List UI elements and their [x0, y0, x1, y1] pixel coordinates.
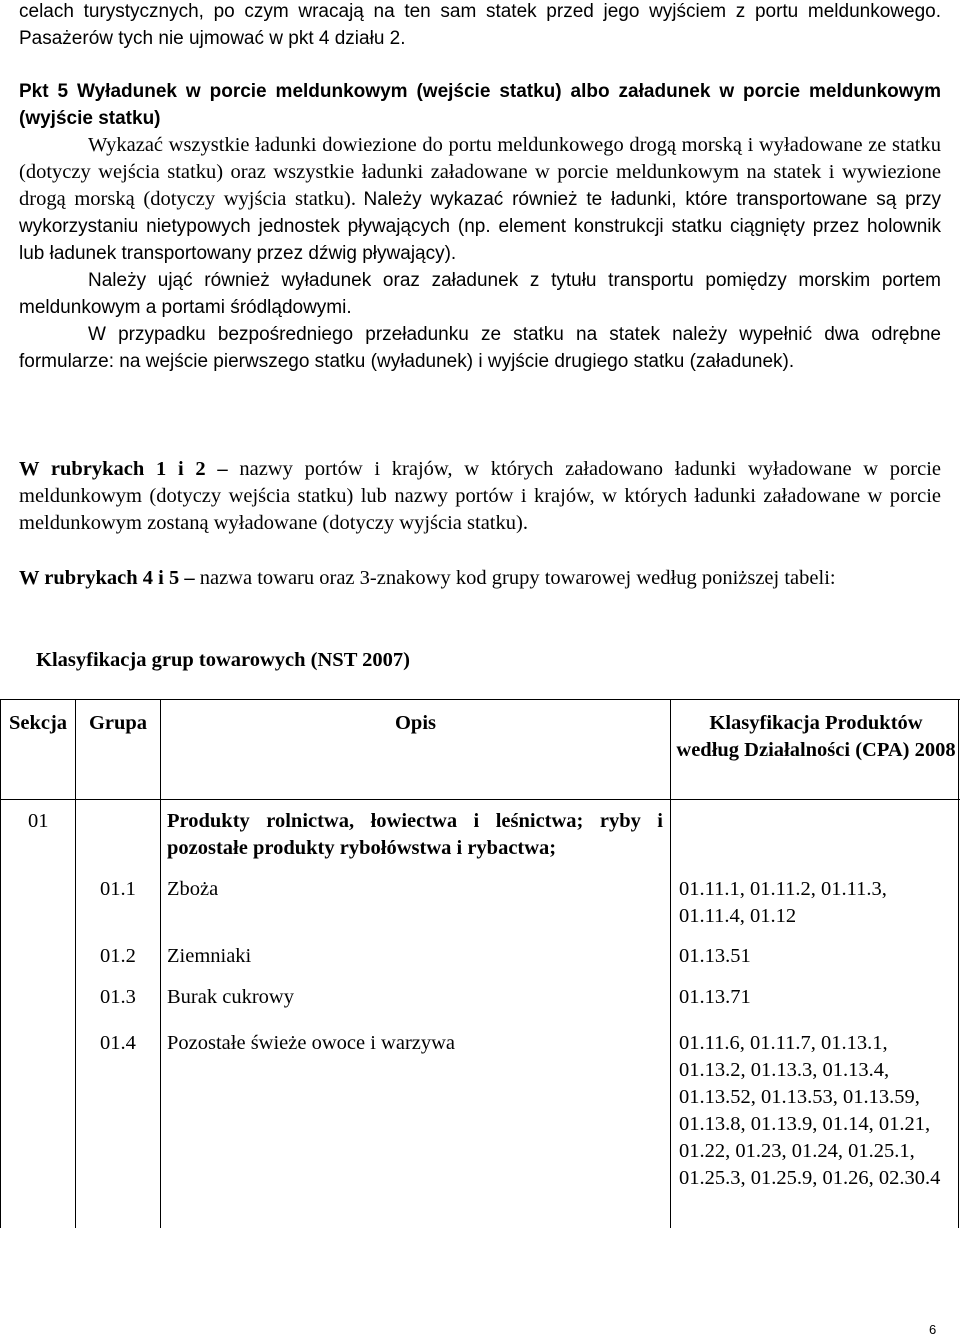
row-2-cpa: 01.13.51 — [679, 945, 751, 967]
row-1-opis: Zboża — [167, 878, 219, 900]
section-code: 01 — [28, 810, 49, 832]
pkt5-paragraph-2: Należy ująć również wyładunek oraz załadunek z tytułu transportu pomiędzy morskim portem meldunkowym a portami śródlądowymi. — [19, 270, 941, 318]
row-4-cpa: 01.11.6, 01.11.7, 01.13.1, 01.13.2, 01.13.3, 01.13.4, 01.13.52, 01.13.53, 01.13.59, 01.13.8, 01.13.9, 01.14, 01.21, 01.22, 01.23, 01.24, 01.25.1, 01.25.3, 01.25.9, 01.26, 02.30.4 — [679, 1032, 941, 1189]
rubryki-4-5-text: nazwa towaru oraz 3-znakowy kod grupy towarowej według poniższej tabeli: — [199, 567, 836, 589]
header-opis: Opis — [394, 712, 437, 734]
row-4-opis: Pozostałe świeże owoce i warzywa — [167, 1032, 456, 1054]
rubryki-4-5-lead: W rubrykach 4 i 5 – — [19, 567, 195, 589]
intro-paragraph — [19, 0, 941, 52]
col-divider-1 — [75, 700, 76, 1228]
table-header-border — [0, 799, 960, 800]
header-cpa: Klasyfikacja Produktów według Działalności (CPA) 2008 — [676, 712, 956, 761]
pkt5-section — [19, 78, 941, 375]
row-3-opis: Burak cukrowy — [167, 986, 294, 1008]
rubryki-1-2-paragraph — [19, 456, 941, 537]
row-3-grupa: 01.3 — [100, 986, 136, 1008]
rubryki-1-2-lead: W rubrykach 1 i 2 – — [19, 458, 228, 480]
col-divider-2 — [160, 700, 161, 1228]
table-right-border — [958, 700, 959, 1228]
rubryki-4-5-paragraph — [19, 565, 941, 592]
row-3-cpa: 01.13.71 — [679, 986, 751, 1008]
pkt5-para1-serif: Wykazać wszystkie ładunki dowiezione do portu meldunkowego drogą morską i wyładowane ze statku (dotyczy wejścia statku) oraz wszystkie ładunki załadowane w porcie meldunkowym na statek i wywiezione drogą morską (dotyczy wyjścia statku). — [19, 134, 941, 210]
pkt5-heading: Pkt 5 Wyładunek w porcie meldunkowym (wejście statku) albo załadunek w porcie meldunkowym (wyjście statku) — [19, 81, 941, 129]
page-number: 6 — [929, 1322, 937, 1337]
pkt5-paragraph-1 — [19, 132, 941, 267]
row-2-opis: Ziemniaki — [167, 945, 252, 967]
pkt5-para1-rest: Należy wykazać również te ładunki, które transportowane są przy wykorzystaniu nietypowych jednostek pływających (np. element konstrukcji statku ciągnięty przez holownik lub ładunek transportowany przez dźwig pływający). — [19, 189, 941, 264]
section-description: Produkty rolnictwa, łowiectwa i leśnictwa; ryby i pozostałe produkty rybołówstwa i rybactwa; — [167, 810, 663, 859]
pkt5-paragraph-3: W przypadku bezpośredniego przeładunku ze statku na statek należy wypełnić dwa odrębne formularze: na wejście pierwszego statku (wyładunek) i wyjście drugiego statku (załadunek). — [19, 324, 941, 372]
intro-text: celach turystycznych, po czym wracają na ten sam statek przed jego wyjściem z portu meldunkowego. Pasażerów tych nie ujmować w pkt 4 działu 2. — [19, 1, 941, 49]
table-title: Klasyfikacja grup towarowych (NST 2007) — [36, 649, 410, 671]
header-sekcja: Sekcja — [8, 712, 68, 734]
rubryki-1-2-text: nazwy portów i krajów, w których załadowano ładunki wyładowane w porcie meldunkowym (dotyczy wejścia statku) lub nazwy portów i krajów, w których ładunki załadowane w porcie meldunkowym zostaną wyładowane (dotyczy wyjścia statku). — [19, 458, 942, 534]
row-2-grupa: 01.2 — [100, 945, 136, 967]
table-top-border — [0, 699, 960, 700]
header-grupa: Grupa — [88, 712, 148, 734]
row-1-cpa: 01.11.1, 01.11.2, 01.11.3, 01.11.4, 01.12 — [679, 878, 887, 927]
row-1-grupa: 01.1 — [100, 878, 136, 900]
col-divider-3 — [670, 700, 671, 1228]
row-4-grupa: 01.4 — [100, 1032, 136, 1054]
table-left-border — [0, 700, 1, 1228]
